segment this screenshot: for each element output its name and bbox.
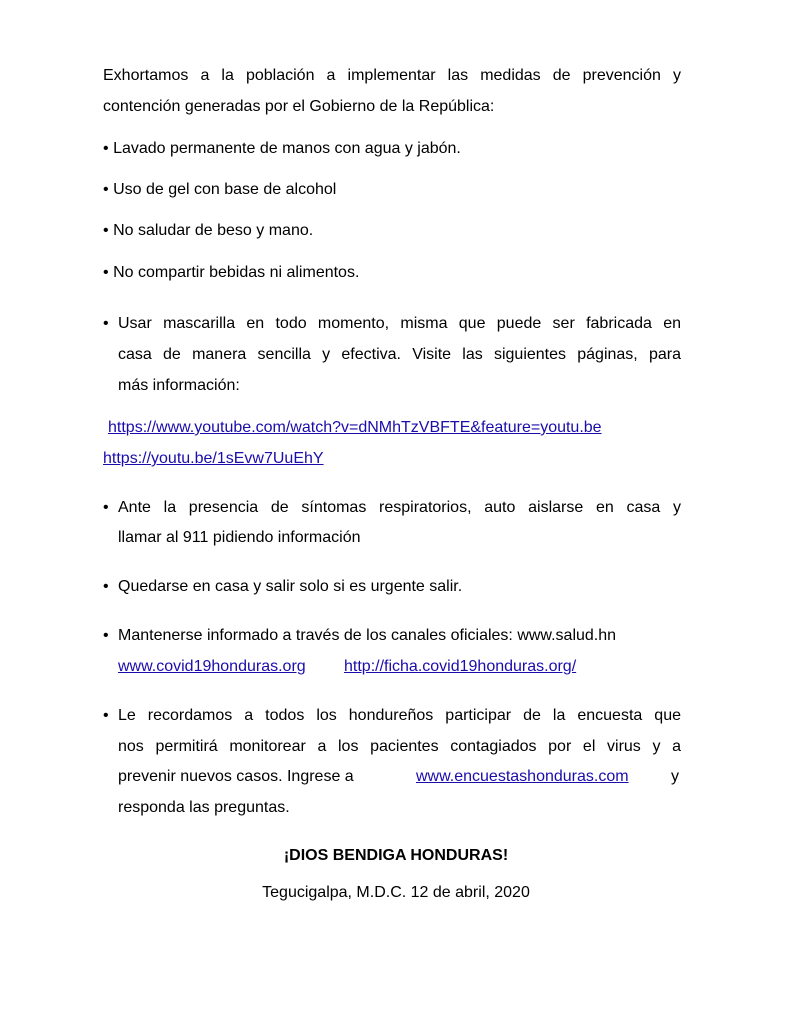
bullet-symbol: • — [103, 499, 109, 516]
encuestas-honduras-link[interactable]: www.encuestashonduras.com — [416, 768, 629, 785]
bullet-gel: • Uso de gel con base de alcohol — [103, 181, 337, 198]
informed-line-1: Mantenerse informado a través de los canales oficiales: www.salud.hn — [118, 627, 617, 644]
bullet-symbol: • — [103, 140, 109, 157]
bullet-symbol: • — [103, 222, 109, 239]
survey-line-4: responda las preguntas. — [118, 799, 290, 816]
bullet-no-greeting: • No saludar de beso y mano. — [103, 222, 314, 239]
bullet-symbol: • — [103, 707, 109, 724]
intro-line-1: Exhortamos a la población a implementar las medidas de prevención y — [103, 67, 681, 84]
covid19honduras-link[interactable]: www.covid19honduras.org — [118, 658, 306, 675]
bullet-no-sharing: • No compartir bebidas ni alimentos. — [103, 264, 360, 281]
survey-line-2: nos permitirá monitorear a los pacientes contagiados por el virus y a — [118, 738, 681, 755]
stay-home-text: Quedarse en casa y salir solo si es urgente salir. — [118, 578, 463, 595]
bullet-symbol: • — [103, 264, 109, 281]
youtube-link-1[interactable]: https://www.youtube.com/watch?v=dNMhTzVBFTE&feature=youtu.be — [108, 419, 602, 436]
signature-line: Tegucigalpa, M.D.C. 12 de abril, 2020 — [262, 884, 530, 901]
mask-line-3: más información: — [118, 377, 240, 394]
symptoms-line-2: llamar al 911 pidiendo información — [118, 529, 361, 546]
survey-line-3-post: y — [671, 768, 679, 785]
youtube-link-2[interactable]: https://youtu.be/1sEvw7UuEhY — [103, 450, 324, 467]
intro-line-2: contención generadas por el Gobierno de la República: — [103, 98, 495, 115]
bullet-symbol: • — [103, 315, 109, 332]
symptoms-line-1: Ante la presencia de síntomas respiratorios, auto aislarse en casa y — [118, 499, 681, 516]
bullet-handwashing: • Lavado permanente de manos con agua y jabón. — [103, 140, 461, 157]
bullet-symbol: • — [103, 181, 109, 198]
survey-line-1: Le recordamos a todos los hondureños participar de la encuesta que — [118, 707, 681, 724]
ficha-covid19honduras-link[interactable]: http://ficha.covid19honduras.org/ — [344, 658, 577, 675]
survey-line-3-pre: prevenir nuevos casos. Ingrese a — [118, 768, 354, 785]
bullet-symbol: • — [103, 627, 109, 644]
mask-line-1: Usar mascarilla en todo momento, misma que puede ser fabricada en — [118, 315, 681, 332]
bullet-symbol: • — [103, 578, 109, 595]
closing-heading: ¡DIOS BENDIGA HONDURAS! — [283, 847, 509, 864]
mask-line-2: casa de manera sencilla y efectiva. Visite las siguientes páginas, para — [118, 346, 681, 363]
